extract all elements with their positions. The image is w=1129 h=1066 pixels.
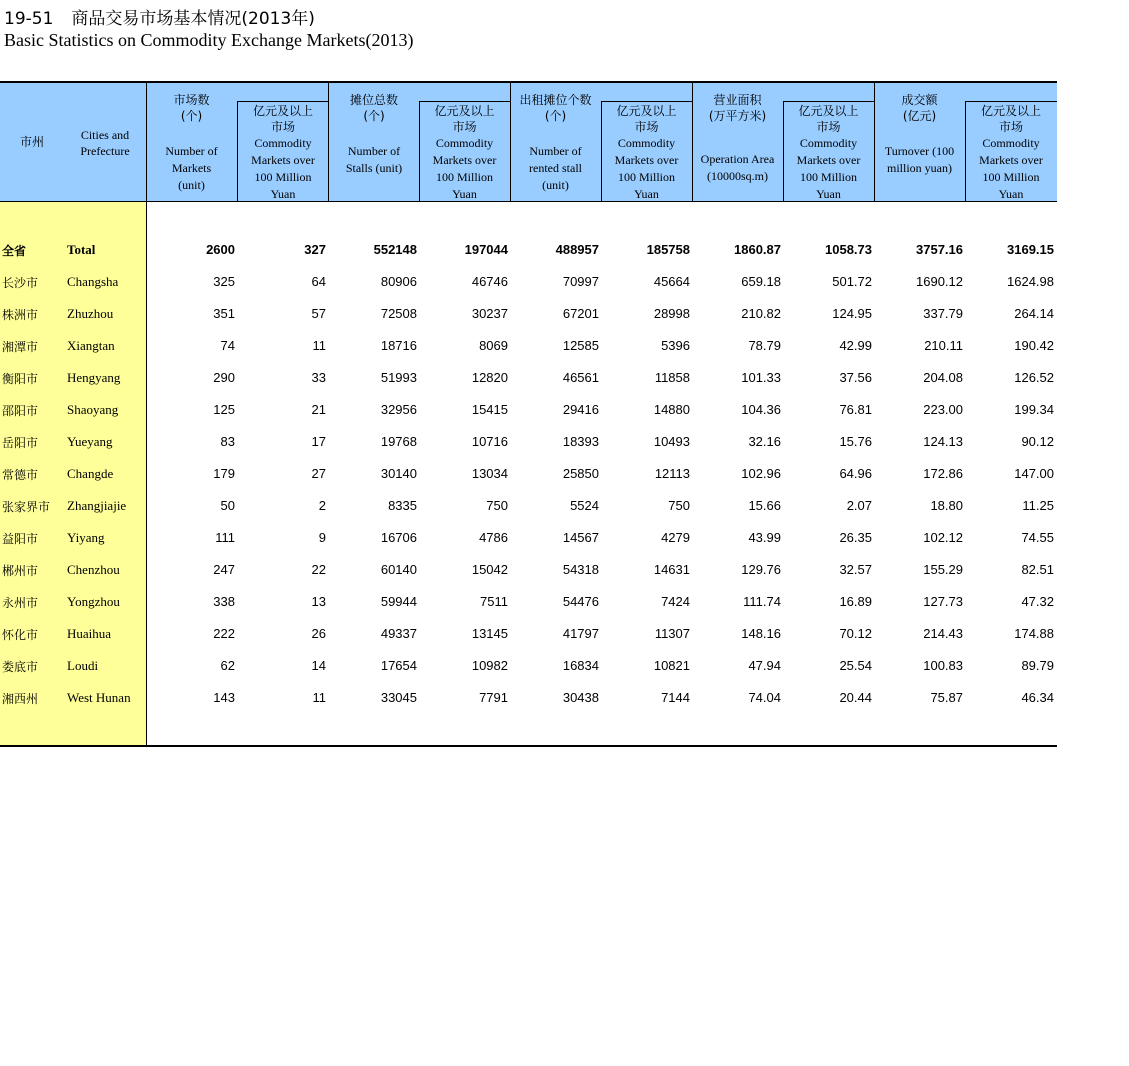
header-area-over-cn: 亿元及以上市场 — [798, 104, 859, 134]
table-cell: 51993 — [380, 370, 417, 385]
table-cell: 13034 — [471, 466, 508, 481]
table-cell: 11.25 — [1022, 498, 1054, 513]
table-cell: 11858 — [654, 370, 690, 385]
table-cell: 83 — [220, 434, 235, 449]
table-cell: 74 — [220, 338, 235, 353]
table-cell: 90.12 — [1021, 434, 1054, 449]
table-cell: 210.82 — [741, 306, 781, 321]
table-cell: 57 — [311, 306, 326, 321]
table-cell: 8069 — [479, 338, 508, 353]
table-cell: 223.00 — [923, 402, 963, 417]
page-title-cn — [4, 4, 315, 29]
table-cell: 197044 — [464, 242, 508, 257]
table-cell: 14631 — [653, 562, 690, 577]
table-cell: 4786 — [479, 530, 508, 545]
page-title-en: Basic Statistics on Commodity Exchange Markets(2013) — [4, 30, 414, 50]
city-name-cn: 怀化市 — [2, 628, 39, 642]
header-stalls-over — [419, 102, 510, 202]
city-name-en: Zhangjiajie — [67, 498, 127, 513]
header-rented-cn: 出租摊位个数 — [519, 93, 592, 107]
table-cell: 11 — [312, 690, 326, 705]
header-city-cn: 市州 — [19, 135, 44, 149]
city-name-cn: 常德市 — [2, 468, 39, 482]
table-cell: 13 — [311, 594, 326, 609]
table-cell: 7424 — [661, 594, 690, 609]
table-cell: 172.86 — [923, 466, 963, 481]
city-name-cn: 郴州市 — [2, 564, 39, 578]
table-cell: 47.94 — [748, 658, 781, 673]
table-cell: 247 — [213, 562, 235, 577]
table-cell: 76.81 — [839, 402, 872, 417]
table-cell: 37.56 — [839, 370, 872, 385]
table-row — [0, 299, 1057, 331]
header-divider — [237, 102, 238, 202]
header-divider — [783, 102, 784, 202]
table-cell: 43.99 — [748, 530, 781, 545]
header-area-over-en: Commodity Markets over 100 Million Yuan — [796, 136, 861, 201]
table-cell: 750 — [486, 498, 508, 513]
table-cell: 78.79 — [748, 338, 781, 353]
city-name-cn: 邵阳市 — [2, 404, 39, 418]
city-name-cn: 张家界市 — [2, 500, 51, 514]
table-cell: 80906 — [380, 274, 417, 289]
table-cell: 74.55 — [1021, 530, 1054, 545]
table-cell: 67201 — [562, 306, 599, 321]
table-cell: 30237 — [471, 306, 508, 321]
header-stalls-unit: (个) — [363, 109, 385, 123]
table-cell: 204.08 — [923, 370, 963, 385]
city-name-cn: 衡阳市 — [2, 372, 39, 386]
table-cell: 33045 — [380, 690, 417, 705]
table-row — [0, 555, 1057, 587]
table-cell: 33 — [311, 370, 326, 385]
table-cell: 750 — [668, 498, 690, 513]
table-cell: 351 — [213, 306, 235, 321]
city-name-en: Changsha — [67, 274, 119, 289]
table-cell: 102.12 — [923, 530, 963, 545]
header-rented-over-en: Commodity Markets over 100 Million Yuan — [614, 136, 679, 201]
table-cell: 7511 — [480, 594, 508, 609]
table-cell: 14567 — [562, 530, 599, 545]
table-cell: 26.35 — [839, 530, 872, 545]
city-name-en: Shaoyang — [67, 402, 119, 417]
table-cell: 337.79 — [923, 306, 963, 321]
table-header — [0, 81, 1057, 202]
table-cell: 214.43 — [923, 626, 963, 641]
table-cell: 338 — [213, 594, 235, 609]
header-area-over — [783, 102, 874, 202]
city-name-en: Loudi — [67, 658, 99, 673]
city-name-en: Yiyang — [67, 530, 105, 545]
city-name-en: Huaihua — [67, 626, 112, 641]
table-cell: 15415 — [471, 402, 508, 417]
table-row — [0, 331, 1057, 363]
header-area — [692, 83, 783, 202]
table-cell: 29416 — [562, 402, 599, 417]
table-cell: 89.79 — [1021, 658, 1054, 673]
table-cell: 199.34 — [1014, 402, 1054, 417]
table-cell: 3169.15 — [1007, 242, 1054, 257]
header-turnover — [874, 83, 965, 202]
table-cell: 488957 — [555, 242, 599, 257]
table-cell: 32956 — [380, 402, 417, 417]
table-cell: 11307 — [654, 626, 690, 641]
city-name-cn: 湘潭市 — [2, 340, 39, 354]
table-cell: 9 — [318, 530, 326, 545]
header-rented-en: Number of rented stall (unit) — [529, 144, 582, 192]
city-name-cn: 娄底市 — [2, 660, 39, 674]
table-cell: 14 — [311, 658, 326, 673]
table-cell: 20.44 — [839, 690, 872, 705]
table-row — [0, 459, 1057, 491]
table-cell: 124.13 — [923, 434, 963, 449]
table-body — [0, 202, 1057, 747]
city-name-en: Total — [67, 242, 96, 257]
table-cell: 10982 — [471, 658, 508, 673]
table-cell: 30140 — [380, 466, 417, 481]
table-cell: 15042 — [471, 562, 508, 577]
table-cell: 101.33 — [741, 370, 781, 385]
table-cell: 64.96 — [839, 466, 872, 481]
table-cell: 75.87 — [930, 690, 963, 705]
table-cell: 124.95 — [832, 306, 872, 321]
table-cell: 127.73 — [923, 594, 963, 609]
header-stalls-over-en: Commodity Markets over 100 Million Yuan — [432, 136, 497, 201]
header-divider — [328, 83, 329, 202]
table-number: 19-51 — [4, 9, 54, 29]
table-cell: 2 — [318, 498, 326, 513]
header-divider — [419, 102, 420, 202]
city-name-en: Yongzhou — [67, 594, 120, 609]
table-cell: 5524 — [570, 498, 599, 513]
table-cell: 42.99 — [839, 338, 872, 353]
table-cell: 148.16 — [741, 626, 781, 641]
table-cell: 174.88 — [1014, 626, 1054, 641]
table-row — [0, 267, 1057, 299]
city-name-en: Yueyang — [67, 434, 113, 449]
header-markets-cn: 市场数 — [173, 93, 210, 107]
header-area-cn: 营业面积 — [713, 93, 762, 107]
table-cell: 28998 — [653, 306, 690, 321]
table-cell: 70.12 — [839, 626, 872, 641]
city-name-en: West Hunan — [67, 690, 131, 705]
table-row — [0, 683, 1057, 715]
header-stalls — [329, 83, 419, 202]
table-cell: 18.80 — [930, 498, 963, 513]
table-cell: 179 — [213, 466, 235, 481]
table-cell: 190.42 — [1014, 338, 1054, 353]
table-row — [0, 363, 1057, 395]
table-cell: 102.96 — [741, 466, 781, 481]
table-cell: 111 — [215, 530, 235, 545]
table-cell: 16706 — [380, 530, 417, 545]
table-row — [0, 427, 1057, 459]
header-divider — [510, 83, 511, 202]
header-rented-unit: (个) — [544, 109, 567, 123]
table-cell: 25.54 — [839, 658, 872, 673]
table-cell: 21 — [311, 402, 326, 417]
table-cell: 14880 — [653, 402, 690, 417]
table-cell: 325 — [213, 274, 235, 289]
table-cell: 290 — [213, 370, 235, 385]
table-cell: 100.83 — [923, 658, 963, 673]
city-name-cn: 全省 — [2, 244, 27, 258]
city-name-en: Hengyang — [67, 370, 121, 385]
header-turnover-over — [965, 102, 1057, 202]
table-cell: 32.57 — [839, 562, 872, 577]
table-row-total — [0, 235, 1057, 267]
table-cell: 60140 — [380, 562, 417, 577]
header-divider — [601, 102, 602, 202]
table-cell: 11 — [312, 338, 326, 353]
header-markets — [146, 83, 237, 202]
table-cell: 30438 — [562, 690, 599, 705]
table-cell: 45664 — [653, 274, 690, 289]
table-cell: 659.18 — [741, 274, 781, 289]
table-cell: 12585 — [562, 338, 599, 353]
header-markets-en: Number of Markets (unit) — [165, 144, 218, 192]
table-cell: 82.51 — [1021, 562, 1054, 577]
table-cell: 12820 — [471, 370, 508, 385]
table-cell: 12113 — [654, 466, 690, 481]
city-name-en: Chenzhou — [67, 562, 120, 577]
city-name-cn: 长沙市 — [2, 276, 39, 290]
table-cell: 10716 — [471, 434, 508, 449]
table-cell: 22 — [311, 562, 326, 577]
table-cell: 15.76 — [839, 434, 872, 449]
table-cell: 46561 — [562, 370, 599, 385]
table-cell: 16.89 — [839, 594, 872, 609]
header-rented-over — [601, 102, 692, 202]
table-cell: 1690.12 — [916, 274, 963, 289]
table-cell: 59944 — [380, 594, 417, 609]
table-cell: 25850 — [562, 466, 599, 481]
header-area-en: Operation Area (10000sq.m) — [700, 152, 775, 183]
table-cell: 70997 — [562, 274, 599, 289]
table-cell: 46746 — [471, 274, 508, 289]
table-cell: 50 — [220, 498, 235, 513]
header-turnover-over-cn: 亿元及以上市场 — [980, 104, 1041, 134]
city-name-en: Zhuzhou — [67, 306, 114, 321]
table-cell: 17654 — [380, 658, 417, 673]
table-cell: 7144 — [661, 690, 690, 705]
table-cell: 10821 — [653, 658, 690, 673]
table-cell: 210.11 — [924, 338, 963, 353]
header-subline — [419, 101, 510, 102]
city-name-en: Changde — [67, 466, 114, 481]
table-cell: 2.07 — [846, 498, 872, 513]
table-cell: 54476 — [562, 594, 599, 609]
header-divider — [874, 83, 875, 202]
table-cell: 104.36 — [741, 402, 781, 417]
table-cell: 147.00 — [1014, 466, 1054, 481]
header-turnover-cn: 成交额 — [901, 93, 938, 107]
header-area-unit: (万平方米) — [708, 109, 767, 123]
table-cell: 16834 — [562, 658, 599, 673]
city-name-cn: 永州市 — [2, 596, 39, 610]
header-turnover-over-en: Commodity Markets over 100 Million Yuan — [979, 136, 1043, 201]
table-cell: 143 — [213, 690, 235, 705]
table-cell: 46.34 — [1021, 690, 1054, 705]
table-cell: 49337 — [380, 626, 417, 641]
table-cell: 1624.98 — [1007, 274, 1054, 289]
title-cn-text: 商品交易市场基本情况(2013年) — [71, 9, 315, 29]
table-cell: 185758 — [646, 242, 690, 257]
table-cell: 18393 — [562, 434, 599, 449]
table-cell: 155.29 — [923, 562, 963, 577]
table-row — [0, 491, 1057, 523]
table-cell: 111.74 — [743, 594, 781, 609]
table-cell: 15.66 — [748, 498, 781, 513]
city-name-cn: 益阳市 — [2, 532, 39, 546]
table-row — [0, 523, 1057, 555]
table-cell: 32.16 — [748, 434, 781, 449]
header-markets-unit: (个) — [180, 109, 203, 123]
table-cell: 129.76 — [741, 562, 781, 577]
header-markets-over-en: Commodity Markets over 100 Million Yuan — [251, 136, 315, 201]
header-subline — [783, 101, 874, 102]
table-row — [0, 651, 1057, 683]
table-row — [0, 395, 1057, 427]
header-subline — [601, 101, 692, 102]
table-cell: 64 — [311, 274, 326, 289]
table-cell: 8335 — [388, 498, 417, 513]
city-name-cn: 岳阳市 — [2, 436, 39, 450]
table-cell: 27 — [311, 466, 326, 481]
header-city-en: Cities and Prefecture — [80, 128, 130, 158]
table-cell: 47.32 — [1021, 594, 1054, 609]
table-cell: 126.52 — [1014, 370, 1054, 385]
table-cell: 74.04 — [748, 690, 781, 705]
table-cell: 54318 — [562, 562, 599, 577]
table-cell: 501.72 — [832, 274, 872, 289]
table-cell: 17 — [311, 434, 326, 449]
table-cell: 3757.16 — [916, 242, 963, 257]
header-subline — [965, 101, 1057, 102]
header-stalls-en: Number of Stalls (unit) — [345, 144, 403, 175]
table-cell: 1058.73 — [825, 242, 872, 257]
table-cell: 327 — [304, 242, 326, 257]
table-cell: 264.14 — [1014, 306, 1054, 321]
header-turnover-en: Turnover (100 million yuan) — [884, 144, 955, 175]
table-cell: 1860.87 — [734, 242, 781, 257]
table-cell: 26 — [311, 626, 326, 641]
header-stalls-over-cn: 亿元及以上市场 — [434, 104, 495, 134]
table-cell: 5396 — [661, 338, 690, 353]
header-divider — [965, 102, 966, 202]
table-cell: 19768 — [380, 434, 417, 449]
table-cell: 7791 — [479, 690, 508, 705]
table-cell: 10493 — [653, 434, 690, 449]
table-cell: 13145 — [471, 626, 508, 641]
table-cell: 2600 — [206, 242, 235, 257]
table-row — [0, 587, 1057, 619]
table-row — [0, 619, 1057, 651]
header-stalls-cn: 摊位总数 — [349, 93, 398, 107]
header-turnover-unit: (亿元) — [902, 109, 937, 123]
table-cell: 125 — [213, 402, 235, 417]
city-name-cn: 湘西州 — [2, 692, 39, 706]
table-cell: 62 — [220, 658, 235, 673]
table-cell: 18716 — [380, 338, 417, 353]
header-rented-over-cn: 亿元及以上市场 — [616, 104, 677, 134]
table-cell: 222 — [213, 626, 235, 641]
city-name-cn: 株洲市 — [2, 308, 39, 322]
header-divider — [692, 83, 693, 202]
header-rented — [510, 83, 601, 202]
header-markets-over — [237, 102, 329, 202]
header-subline — [237, 101, 328, 102]
table-cell: 4279 — [661, 530, 690, 545]
header-divider — [146, 83, 147, 202]
header-markets-over-cn: 亿元及以上市场 — [252, 104, 313, 134]
city-name-en: Xiangtan — [67, 338, 115, 353]
table-cell: 552148 — [373, 242, 417, 257]
table-cell: 41797 — [562, 626, 599, 641]
table-cell: 72508 — [380, 306, 417, 321]
